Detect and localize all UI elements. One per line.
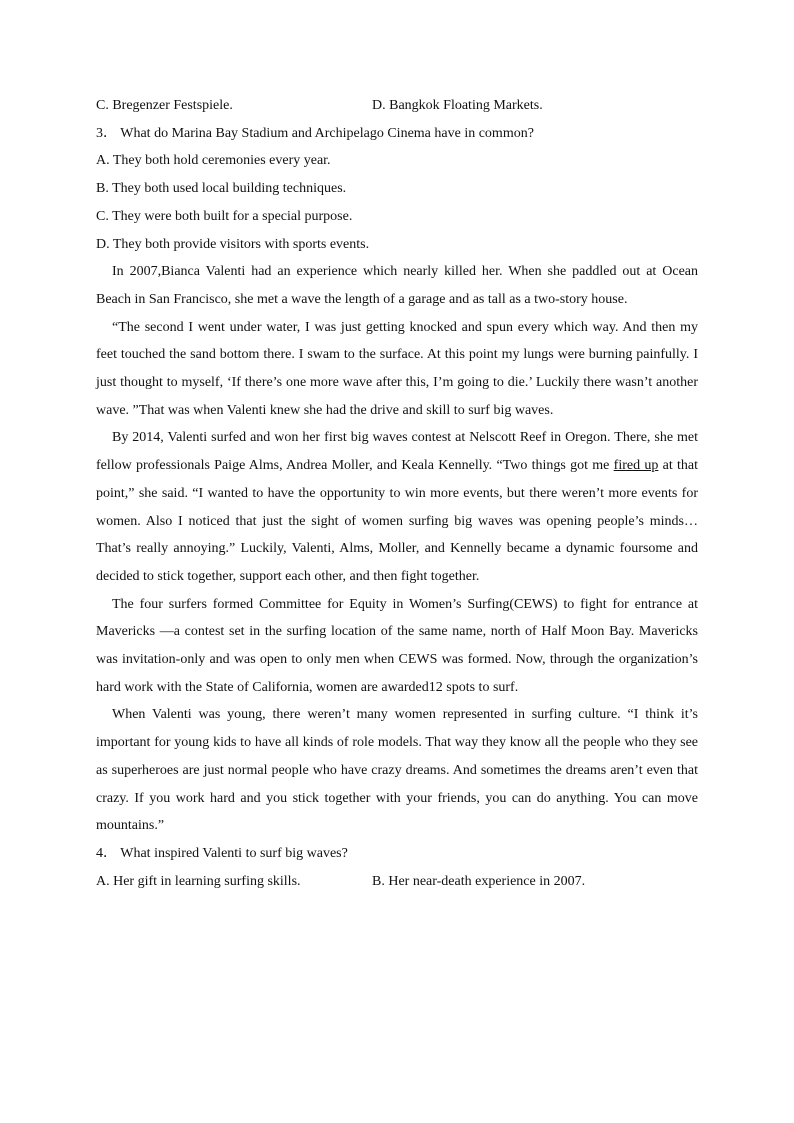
p3-text-before: By 2014, Valenti surfed and won her first big waves contest at Nelscott Reef in Oregon. There, she met fellow professionals Paige Alms, Andrea Moller, and Keala Kennelly. “Two things got me: [96, 430, 698, 474]
q4-question: 4． What inspired Valenti to surf big waves?: [96, 845, 348, 861]
passage-paragraph-5: When Valenti was young, there weren’t many women represented in surfing culture. “I think it’s important for young kids to have all kinds of role models. That way they know all the people who they see as superheroes are just normal people who have crazy dreams. And sometimes the dreams aren’t even that crazy. If you work hard and you stick together with your friends, you can do anything. You can move mountains.”: [96, 707, 698, 834]
q4-options-row: [96, 868, 698, 896]
passage-paragraph-2: “The second I went under water, I was just getting knocked and spun every which way. And then my feet touched the sand bottom there. I swam to the surface. At this point my lungs were burning painfully. I just thought to myself, ‘If there’s one more wave after this, I’m going to die.’ Luckily there wasn’t another wave. ”That was when Valenti knew she had the drive and skill to surf big waves.: [96, 319, 698, 418]
q3-option-c: C. They were both built for a special purpose.: [96, 208, 353, 224]
q4-option-a: A. Her gift in learning surfing skills.: [96, 873, 301, 889]
passage-paragraph-3: [96, 424, 698, 590]
q3-option-a: A. They both hold ceremonies every year.: [96, 153, 331, 169]
document-page: [96, 92, 698, 895]
passage-paragraph-4: The four surfers formed Committee for Equity in Women’s Surfing(CEWS) to fight for entrance at Mavericks —a contest set in the surfing location of the same name, north of Half Moon Bay. Mavericks was invitation-only and was open to only men when CEWS was formed. Now, through the organization’s hard work with the State of California, women are awarded12 spots to surf.: [96, 596, 698, 695]
passage-paragraph-1: In 2007,Bianca Valenti had an experience which nearly killed her. When she paddled out at Ocean Beach in San Francisco, she met a wave the length of a garage and as tall as a two-story house.: [96, 264, 698, 307]
q3-option-b: B. They both used local building techniques.: [96, 181, 347, 197]
q4-option-b: B. Her near-death experience in 2007.: [372, 873, 586, 889]
q2-option-c: C. Bregenzer Festspiele.: [96, 98, 233, 113]
q3-option-d: D. They both provide visitors with sports events.: [96, 236, 370, 252]
q3-question: 3． What do Marina Bay Stadium and Archipelago Cinema have in common?: [96, 125, 534, 141]
q2-options-row: [96, 92, 698, 120]
underlined-phrase: fired up: [613, 458, 659, 474]
p3-text-after: at that point,” she said. “I wanted to have the opportunity to win more events, but there weren’t more events for women. Also I noticed that just the sight of women surfing big waves was opening people’s minds… That’s really annoying.” Luckily, Valenti, Alms, Moller, and Kennelly became a dynamic foursome and decided to stick together, support each other, and then fight together.: [96, 458, 698, 584]
q2-option-d: D. Bangkok Floating Markets.: [372, 98, 543, 113]
